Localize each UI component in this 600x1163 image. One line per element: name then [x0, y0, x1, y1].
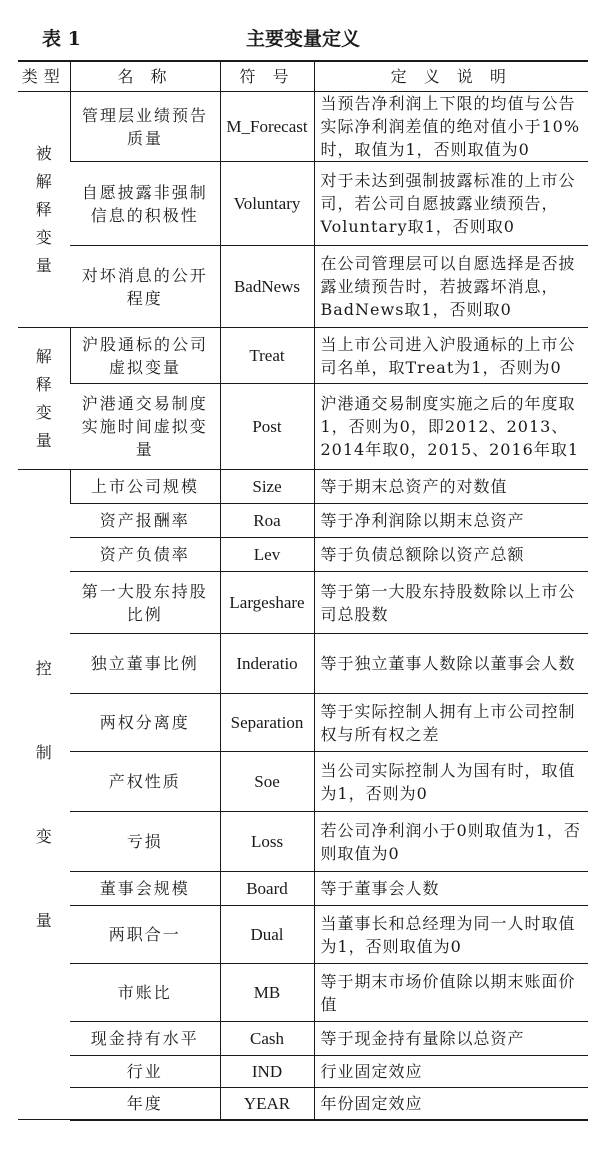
table-row — [18, 504, 588, 538]
variable-name: 两职合一 — [70, 906, 220, 964]
variable-name: 资产负债率 — [70, 538, 220, 572]
table-header-row — [18, 61, 588, 92]
group-label-explanatory: 解释变量 — [18, 328, 70, 470]
variable-name: 独立董事比例 — [70, 634, 220, 694]
variable-definition-table — [18, 60, 588, 1121]
table-row — [18, 906, 588, 964]
variable-name: 资产报酬率 — [70, 504, 220, 538]
table-row — [18, 1088, 588, 1120]
header-name: 名 称 — [70, 61, 220, 92]
variable-description: 在公司管理层可以自愿选择是否披露业绩预告时，若披露坏消息，BadNews取1，否则取0 — [314, 246, 588, 328]
variable-name: 市账比 — [70, 964, 220, 1022]
variable-description: 沪港通交易制度实施之后的年度取1，否则为0，即2012、2013、2014年取0，2015、2016年取1 — [314, 384, 588, 470]
variable-symbol: Largeshare — [220, 572, 314, 634]
variable-description: 等于净利润除以期末总资产 — [314, 504, 588, 538]
table-row — [18, 246, 588, 328]
variable-name: 管理层业绩预告质量 — [70, 92, 220, 162]
table-row — [18, 812, 588, 872]
variable-name: 现金持有水平 — [70, 1022, 220, 1056]
variable-symbol: Post — [220, 384, 314, 470]
variable-description: 年份固定效应 — [314, 1088, 588, 1120]
variable-symbol: Dual — [220, 906, 314, 964]
variable-symbol: Separation — [220, 694, 314, 752]
variable-name: 第一大股东持股比例 — [70, 572, 220, 634]
table-row — [18, 752, 588, 812]
variable-symbol: Lev — [220, 538, 314, 572]
variable-symbol: Voluntary — [220, 162, 314, 246]
variable-symbol: Inderatio — [220, 634, 314, 694]
header-symbol: 符 号 — [220, 61, 314, 92]
variable-description: 等于期末总资产的对数值 — [314, 470, 588, 504]
variable-symbol: Loss — [220, 812, 314, 872]
variable-description: 等于期末市场价值除以期末账面价值 — [314, 964, 588, 1022]
table-caption — [18, 24, 588, 54]
variable-name: 自愿披露非强制信息的积极性 — [70, 162, 220, 246]
variable-name: 上市公司规模 — [70, 470, 220, 504]
variable-symbol: MB — [220, 964, 314, 1022]
table-row — [18, 964, 588, 1022]
variable-symbol: Treat — [220, 328, 314, 384]
variable-symbol: BadNews — [220, 246, 314, 328]
group-label-dependent: 被解释变量 — [18, 92, 70, 328]
table-row — [18, 470, 588, 504]
variable-symbol: Cash — [220, 1022, 314, 1056]
variable-symbol: Size — [220, 470, 314, 504]
group-label-control: 控制变量 — [18, 470, 70, 1120]
table-row — [18, 328, 588, 384]
table-title: 主要变量定义 — [245, 28, 360, 50]
table-row — [18, 162, 588, 246]
variable-description: 等于第一大股东持股数除以上市公司总股数 — [314, 572, 588, 634]
variable-symbol: Soe — [220, 752, 314, 812]
variable-name: 沪港通交易制度实施时间虚拟变量 — [70, 384, 220, 470]
variable-description: 若公司净利润小于0则取值为1，否则取值为0 — [314, 812, 588, 872]
table-row — [18, 872, 588, 906]
variable-description: 等于董事会人数 — [314, 872, 588, 906]
header-type: 类型 — [18, 61, 70, 92]
variable-description: 当董事长和总经理为同一人时取值为1，否则取值为0 — [314, 906, 588, 964]
table-row — [18, 384, 588, 470]
variable-name: 对坏消息的公开程度 — [70, 246, 220, 328]
variable-description: 当上市公司进入沪股通标的上市公司名单，取Treat为1，否则为0 — [314, 328, 588, 384]
table-row — [18, 1022, 588, 1056]
table-row — [18, 92, 588, 162]
variable-description: 当公司实际控制人为国有时，取值为1，否则为0 — [314, 752, 588, 812]
variable-description: 等于实际控制人拥有上市公司控制权与所有权之差 — [314, 694, 588, 752]
variable-name: 沪股通标的公司虚拟变量 — [70, 328, 220, 384]
table-row — [18, 538, 588, 572]
variable-description: 等于独立董事人数除以董事会人数 — [314, 634, 588, 694]
variable-symbol: M_Forecast — [220, 92, 314, 162]
variable-description: 等于现金持有量除以总资产 — [314, 1022, 588, 1056]
variable-symbol: Roa — [220, 504, 314, 538]
variable-name: 年度 — [70, 1088, 220, 1120]
variable-symbol: IND — [220, 1056, 314, 1088]
table-row — [18, 1056, 588, 1088]
table-number: 表 1 — [42, 28, 81, 50]
table-row — [18, 572, 588, 634]
header-description: 定 义 说 明 — [314, 61, 588, 92]
variable-description: 等于负债总额除以资产总额 — [314, 538, 588, 572]
variable-name: 两权分离度 — [70, 694, 220, 752]
variable-symbol: YEAR — [220, 1088, 314, 1120]
variable-description: 当预告净利润上下限的均值与公告实际净利润差值的绝对值小于10%时，取值为1，否则取值为0 — [314, 92, 588, 162]
variable-description: 行业固定效应 — [314, 1056, 588, 1088]
variable-name: 董事会规模 — [70, 872, 220, 906]
table-row — [18, 634, 588, 694]
variable-name: 产权性质 — [70, 752, 220, 812]
variable-description: 对于未达到强制披露标准的上市公司，若公司自愿披露业绩预告，Voluntary取1，否则取0 — [314, 162, 588, 246]
variable-symbol: Board — [220, 872, 314, 906]
table-row — [18, 694, 588, 752]
variable-name: 亏损 — [70, 812, 220, 872]
variable-name: 行业 — [70, 1056, 220, 1088]
